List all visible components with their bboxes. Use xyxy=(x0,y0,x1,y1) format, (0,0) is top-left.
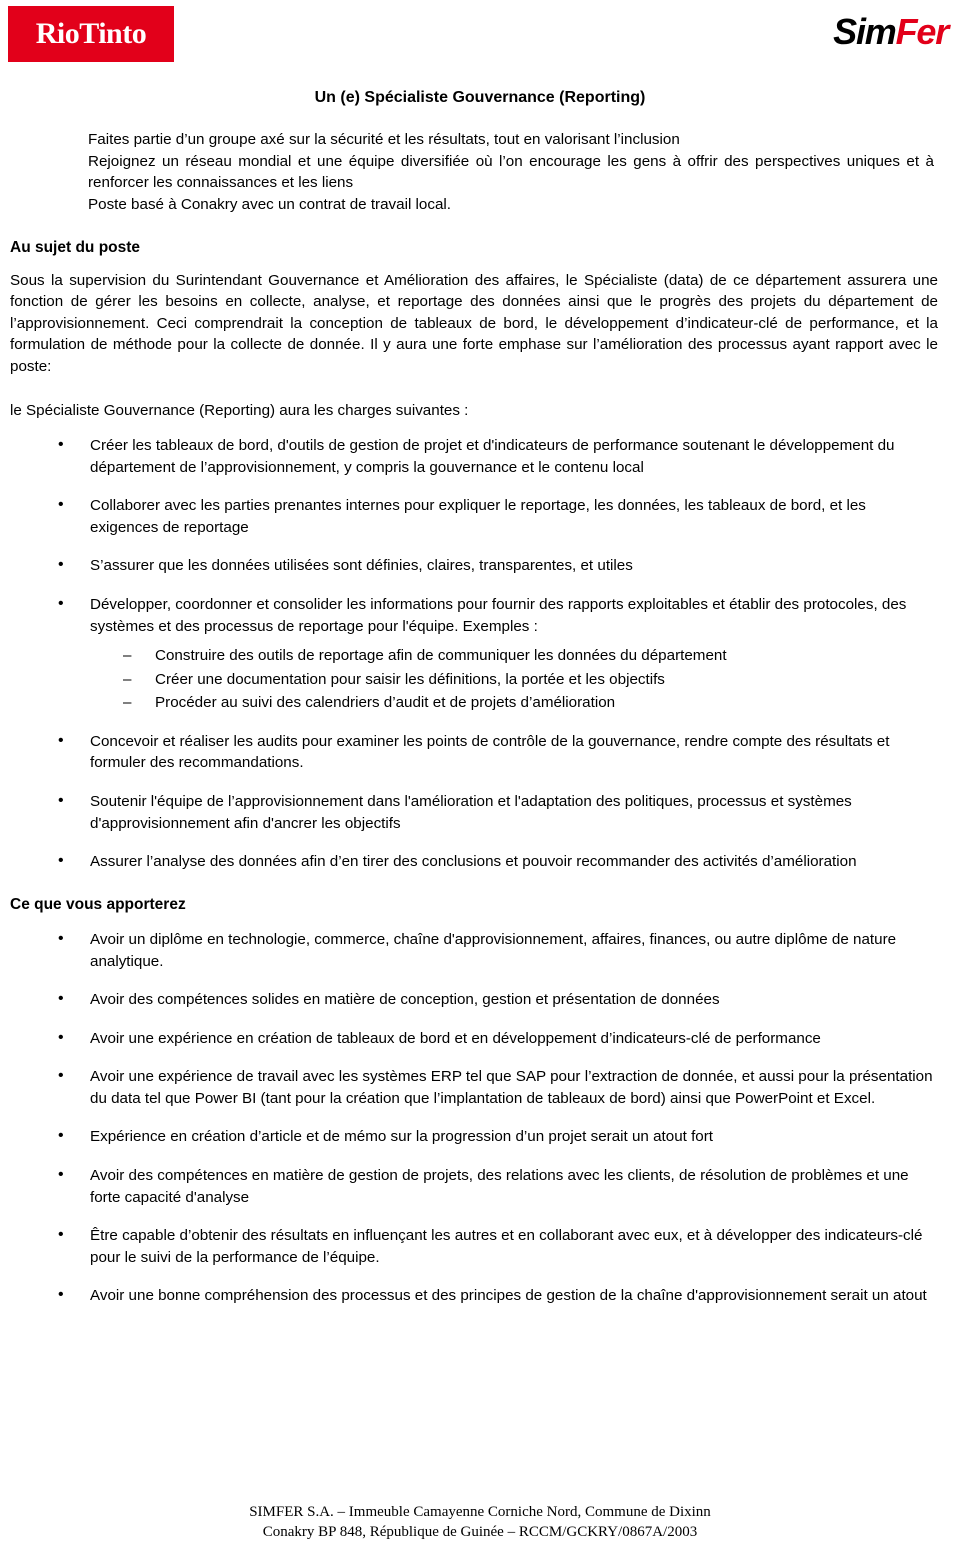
responsibilities-list xyxy=(10,435,948,873)
list-item xyxy=(10,594,948,714)
footer-line-2: Conakry BP 848, République de Guinée – RCCM/GCKRY/0867A/2003 xyxy=(262,1523,698,1540)
document-header xyxy=(0,0,960,68)
about-paragraph: Sous la supervision du Surintendant Gouvernance et Amélioration des affaires, le Spécialiste (data) de ce département assurera une fonction de gérer les besoins en collecte, analyse, et reportage des données ainsi que le progrès des projets du département de l’approvisionnement. Ceci comprendrait la conception de tableaux de bord, le développement d’indicateur-clé de performance, et la formulation de méthode pour la collecte de donnée. Il y aura une forte emphase sur l’amélioration des processus ayant rapport avec le poste: xyxy=(10,271,938,375)
sub-list-item: – Créer une documentation pour saisir les définitions, la portée et les objectifs xyxy=(90,669,938,691)
list-item: • Avoir une bonne compréhension des processus et des principes de gestion de la chaîne d'approvisionnement serait un atout xyxy=(10,1285,948,1307)
intro-line-1: Faites partie d’un groupe axé sur la sécurité et les résultats, tout en valorisant l’inclusion xyxy=(88,131,680,149)
list-item: • Expérience en création d’article et de mémo sur la progression d’un projet serait un atout fort xyxy=(10,1126,948,1148)
document-content xyxy=(0,129,960,1307)
list-item: • Créer les tableaux de bord, d'outils de gestion de projet et d'indicateurs de performance soutenant le développement du département de l’approvisionnement, y compris la gouvernance et le contenu local xyxy=(10,435,948,478)
simfer-logo-text-sim: Sim xyxy=(833,11,896,52)
about-lead-in: le Spécialiste Gouvernance (Reporting) aura les charges suivantes : xyxy=(10,401,469,419)
page-title: Un (e) Spécialiste Gouvernance (Reporting) xyxy=(314,89,646,106)
riotinto-logo-text: RioTinto xyxy=(35,17,147,50)
list-item: • Avoir des compétences solides en matière de conception, gestion et présentation de données xyxy=(10,989,948,1011)
list-item: • Collaborer avec les parties prenantes internes pour expliquer le reportage, les données, les tableaux de bord, et les exigences de reportage xyxy=(10,495,948,538)
section-heading-bring: Ce que vous apporterez xyxy=(10,895,186,913)
list-item: • Être capable d’obtenir des résultats en influençant les autres et en collaborant avec eux, et à développer des indicateurs-clé pour le suivi de la performance de l’équipe. xyxy=(10,1225,948,1268)
intro-line-3: Poste basé à Conakry avec un contrat de travail local. xyxy=(88,195,452,213)
list-item-text: Développer, coordonner et consolider les informations pour fournir des rapports exploitables et établir des protocoles, des systèmes et des processus de reportage pour l'équipe. Exemples : xyxy=(90,596,907,635)
sub-list-item: – Procéder au suivi des calendriers d’audit et de projets d’amélioration xyxy=(90,692,938,714)
list-item: • Soutenir l'équipe de l’approvisionnement dans l'amélioration et l'adaptation des politiques, processus et systèmes d'approvisionnement afin d'ancrer les objectifs xyxy=(10,791,948,834)
list-item: • Assurer l’analyse des données afin d’en tirer des conclusions et pouvoir recommander des activités d’amélioration xyxy=(10,851,948,873)
riotinto-logo xyxy=(8,6,174,62)
section-heading-about: Au sujet du poste xyxy=(10,238,141,256)
list-item: • Avoir une expérience de travail avec les systèmes ERP tel que SAP pour l’extraction de donnée, et aussi pour la présentation du data tel que Power BI (tant pour la création que l’implantation de tableaux de bord) ainsi que PowerPoint et Excel. xyxy=(10,1066,948,1109)
sub-list-item: – Construire des outils de reportage afin de communiquer les données du département xyxy=(90,645,938,667)
responsibilities-sublist xyxy=(90,645,938,714)
list-item: • Avoir un diplôme en technologie, commerce, chaîne d'approvisionnement, affaires, finances, ou autre diplôme de nature analytique. xyxy=(10,929,948,972)
list-item: • S’assurer que les données utilisées sont définies, claires, transparentes, et utiles xyxy=(10,555,948,577)
intro-block xyxy=(10,129,948,215)
list-item: • Avoir une expérience en création de tableaux de bord et en développement d’indicateurs-clé de performance xyxy=(10,1028,948,1050)
list-item: • Avoir des compétences en matière de gestion de projets, des relations avec les clients, de résolution de problèmes et une forte capacité d'analyse xyxy=(10,1165,948,1208)
footer-line-1: SIMFER S.A. – Immeuble Camayenne Corniche Nord, Commune de Dixinn xyxy=(249,1503,711,1520)
simfer-logo-text-fer: Fer xyxy=(895,11,948,52)
intro-line-2: Rejoignez un réseau mondial et une équipe diversifiée où l’on encourage les gens à offrir des perspectives uniques et à renforcer les connaissances et les liens xyxy=(88,152,934,192)
list-item: • Concevoir et réaliser les audits pour examiner les points de contrôle de la gouvernance, rendre compte des résultats et formuler des recommandations. xyxy=(10,731,948,774)
simfer-logo xyxy=(833,11,948,52)
qualifications-list xyxy=(10,929,948,1307)
document-footer xyxy=(0,1502,960,1543)
